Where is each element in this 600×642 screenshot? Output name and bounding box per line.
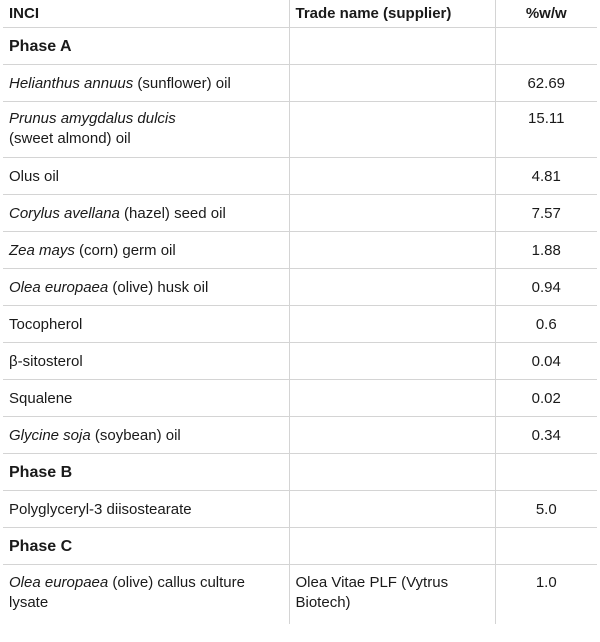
- latin-name: Prunus amygdalus dulcis: [9, 109, 176, 127]
- table-row: [3, 305, 597, 342]
- phase-c-row: [3, 527, 597, 564]
- table-row: [3, 194, 597, 231]
- percent-cell: 0.02: [495, 379, 597, 416]
- common-name: (sunflower) oil: [133, 74, 231, 92]
- header-percent: %w/w: [495, 0, 597, 27]
- phase-a-row: [3, 27, 597, 64]
- latin-name: Olea europaea: [9, 278, 109, 296]
- percent-cell: 1.0: [495, 564, 597, 624]
- latin-name: Zea mays: [9, 241, 75, 259]
- inci-cell: [3, 268, 289, 305]
- table-row: [3, 157, 597, 194]
- inci-cell: Polyglyceryl-3 diisostearate: [3, 490, 289, 527]
- table-row: [3, 416, 597, 453]
- percent-cell: 0.94: [495, 268, 597, 305]
- inci-cell: [3, 416, 289, 453]
- inci-cell: Squalene: [3, 379, 289, 416]
- latin-name: Glycine soja: [9, 426, 91, 444]
- percent-cell: 0.6: [495, 305, 597, 342]
- common-name: (olive) husk oil: [108, 278, 209, 296]
- inci-cell: [3, 194, 289, 231]
- common-name: (sweet almond) oil: [9, 129, 131, 147]
- percent-cell: 62.69: [495, 64, 597, 101]
- header-trade-name: Trade name (supplier): [289, 0, 495, 27]
- table-row: [3, 379, 597, 416]
- table-row: [3, 490, 597, 527]
- inci-cell: Olus oil: [3, 157, 289, 194]
- percent-cell: 0.34: [495, 416, 597, 453]
- latin-name: Corylus avellana: [9, 204, 120, 222]
- header-row: [3, 0, 597, 27]
- common-name: (olive) callus culture lysate: [9, 573, 245, 611]
- formulation-table: [3, 0, 597, 624]
- percent-cell: 0.04: [495, 342, 597, 379]
- table-row: [3, 564, 597, 624]
- table-row: [3, 101, 597, 157]
- phase-c-label: Phase C: [3, 527, 289, 564]
- latin-name: Helianthus annuus: [9, 74, 134, 92]
- table-row: [3, 268, 597, 305]
- common-name: (corn) germ oil: [74, 241, 176, 259]
- phase-a-label: Phase A: [3, 27, 289, 64]
- table-row: [3, 64, 597, 101]
- inci-cell: [3, 231, 289, 268]
- percent-cell: 1.88: [495, 231, 597, 268]
- inci-cell: [3, 64, 289, 101]
- percent-cell: 4.81: [495, 157, 597, 194]
- trade-name-cell: Olea Vitae PLF (Vytrus Biotech): [289, 564, 495, 624]
- percent-cell: 5.0: [495, 490, 597, 527]
- inci-cell: [3, 564, 289, 624]
- common-name: (hazel) seed oil: [119, 204, 226, 222]
- inci-cell: Tocopherol: [3, 305, 289, 342]
- table-row: [3, 342, 597, 379]
- inci-cell: [3, 101, 289, 157]
- percent-cell: 15.11: [495, 101, 597, 157]
- latin-name: Olea europaea: [9, 573, 109, 591]
- percent-cell: 7.57: [495, 194, 597, 231]
- header-inci: INCI: [3, 0, 289, 27]
- phase-b-row: [3, 453, 597, 490]
- phase-b-label: Phase B: [3, 453, 289, 490]
- common-name: (soybean) oil: [90, 426, 181, 444]
- inci-cell: β-sitosterol: [3, 342, 289, 379]
- table-row: [3, 231, 597, 268]
